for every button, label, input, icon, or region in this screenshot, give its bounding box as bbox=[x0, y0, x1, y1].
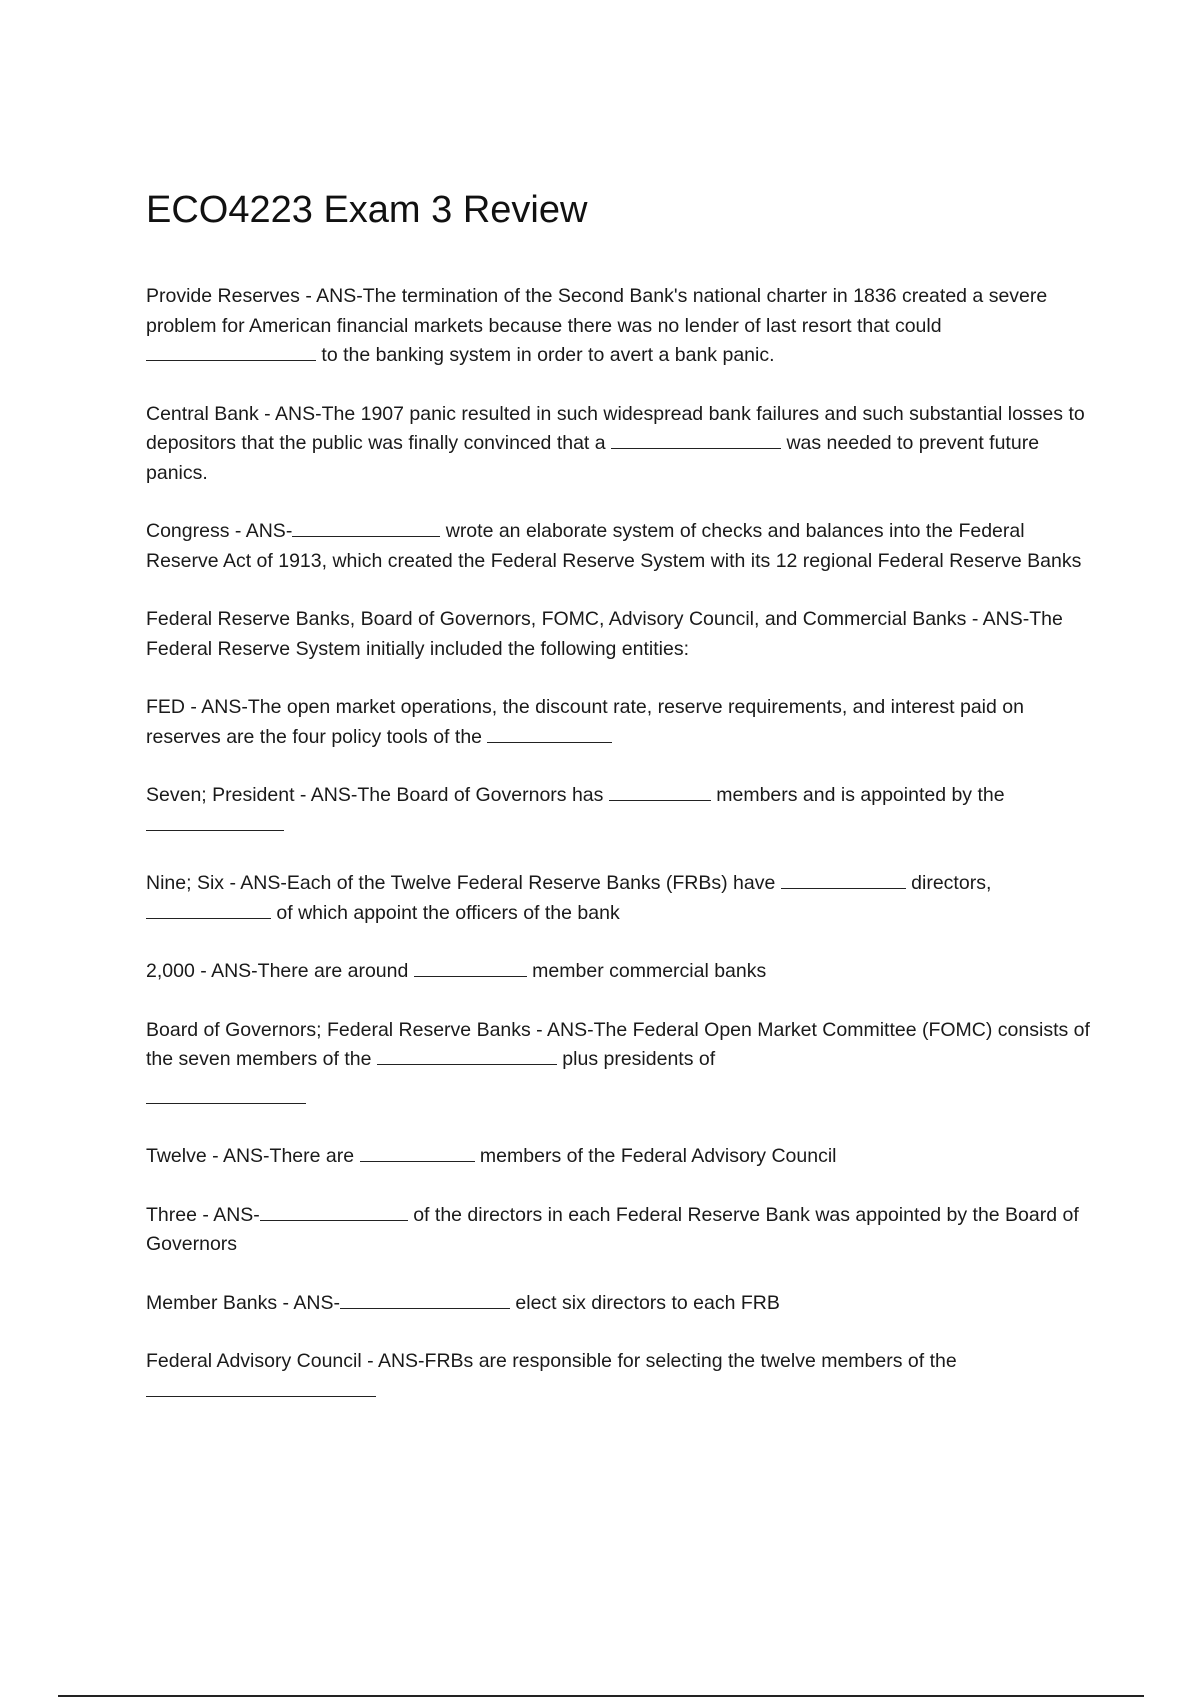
answer-blank bbox=[377, 1046, 557, 1065]
question-text: Each of the Twelve Federal Reserve Banks (FRBs) have bbox=[286, 872, 781, 894]
question-text: was needed to prevent future panics. bbox=[146, 432, 1040, 484]
answer-blank bbox=[146, 1378, 376, 1397]
answer-separator: - ANS- bbox=[966, 608, 1030, 630]
answer-term: Federal Reserve Banks, Board of Governors, FOMC, Advisory Council, and Commercial Banks bbox=[146, 608, 967, 630]
answer-term: 2,000 bbox=[146, 960, 195, 982]
answer-term: Twelve bbox=[146, 1145, 207, 1167]
question-text: member commercial banks bbox=[526, 960, 767, 982]
answer-blank bbox=[146, 900, 271, 919]
question-text: directors, bbox=[905, 872, 992, 894]
document-page bbox=[146, 186, 1092, 1435]
answer-blank bbox=[146, 1085, 306, 1104]
question-text: The Federal Open Market Committee (FOMC) consists of the seven members of the bbox=[146, 1018, 1090, 1070]
qa-item bbox=[146, 693, 1092, 752]
answer-term: FED bbox=[146, 696, 185, 718]
answer-term: Provide Reserves bbox=[146, 285, 300, 307]
question-text: The 1907 panic resulted in such widespread bank failures and such substantial losses to depositors that the public was finally convinced that a bbox=[146, 402, 1085, 454]
qa-item bbox=[146, 1201, 1092, 1260]
question-text: The termination of the Second Bank's national charter in 1836 created a severe problem for American financial markets because there was no lender of last resort that could bbox=[146, 285, 1048, 337]
question-text: FRBs are responsible for selecting the twelve members of the bbox=[424, 1350, 957, 1372]
qa-item bbox=[146, 1289, 1092, 1319]
qa-item bbox=[146, 957, 1092, 987]
answer-blank bbox=[609, 782, 711, 801]
question-text: The Federal Reserve System initially included the following entities: bbox=[146, 608, 1063, 660]
answer-blank bbox=[487, 724, 612, 743]
answer-term: Board of Governors; Federal Reserve Banks bbox=[146, 1018, 531, 1041]
answer-term: Congress bbox=[146, 520, 230, 542]
answer-separator: - ANS- bbox=[229, 520, 293, 542]
qa-item bbox=[146, 605, 1092, 664]
answer-term: Federal Advisory Council bbox=[146, 1350, 362, 1372]
question-text: members and is appointed by the bbox=[710, 784, 1005, 806]
answer-separator: - ANS- bbox=[185, 696, 248, 718]
question-text: elect six directors to each FRB bbox=[509, 1291, 780, 1314]
qa-item bbox=[146, 869, 1092, 928]
question-text: plus presidents of bbox=[556, 1048, 716, 1070]
answer-separator: - ANS- bbox=[294, 784, 358, 806]
answer-term: Seven; President bbox=[146, 784, 295, 806]
footer-divider bbox=[58, 1695, 1144, 1697]
qa-item bbox=[146, 1142, 1092, 1172]
page-title: ECO4223 Exam 3 Review bbox=[146, 189, 588, 231]
answer-separator: - ANS- bbox=[361, 1350, 425, 1372]
qa-list bbox=[146, 282, 1092, 1406]
answer-blank bbox=[414, 958, 527, 977]
qa-item bbox=[146, 781, 1092, 840]
answer-separator: - ANS- bbox=[277, 1291, 340, 1314]
answer-blank bbox=[360, 1143, 475, 1162]
answer-term: Central Bank bbox=[146, 402, 259, 425]
answer-term: Member Banks bbox=[146, 1291, 278, 1314]
question-text: of which appoint the officers of the bank bbox=[271, 901, 620, 924]
qa-item bbox=[146, 1016, 1092, 1114]
answer-term: Three bbox=[146, 1203, 197, 1226]
question-text: The open market operations, the discount rate, reserve requirements, and interest paid on reserves are the four policy tools of the bbox=[146, 696, 1024, 748]
question-text: members of the Federal Advisory Council bbox=[474, 1145, 837, 1167]
answer-separator: - ANS- bbox=[196, 1203, 260, 1226]
answer-blank bbox=[146, 812, 284, 831]
answer-separator: - ANS- bbox=[530, 1018, 594, 1041]
qa-item bbox=[146, 517, 1092, 576]
answer-separator: - ANS- bbox=[224, 872, 287, 894]
answer-term: Nine; Six bbox=[146, 872, 225, 894]
answer-separator: - ANS- bbox=[299, 285, 363, 307]
question-text: There are bbox=[269, 1145, 360, 1167]
qa-item bbox=[146, 1347, 1092, 1406]
question-text: to the banking system in order to avert a bank panic. bbox=[316, 344, 775, 366]
answer-blank bbox=[146, 342, 316, 361]
question-text: The Board of Governors has bbox=[357, 784, 609, 806]
question-text: wrote an elaborate system of checks and balances into the Federal Reserve Act of 1913, which created the Federal Reserve System with its 12 regional Federal Reserve Banks bbox=[146, 520, 1082, 572]
answer-blank bbox=[611, 430, 781, 449]
question-text: There are around bbox=[257, 960, 414, 982]
answer-separator: - ANS- bbox=[194, 960, 258, 982]
answer-blank bbox=[340, 1290, 510, 1309]
answer-blank bbox=[260, 1202, 408, 1221]
answer-blank bbox=[781, 870, 906, 889]
answer-blank bbox=[292, 518, 440, 537]
answer-separator: - ANS- bbox=[258, 402, 322, 425]
qa-item bbox=[146, 400, 1092, 489]
qa-item bbox=[146, 282, 1092, 371]
answer-separator: - ANS- bbox=[206, 1145, 270, 1167]
question-text: of the directors in each Federal Reserve Bank was appointed by the Board of Governors bbox=[146, 1203, 1079, 1255]
